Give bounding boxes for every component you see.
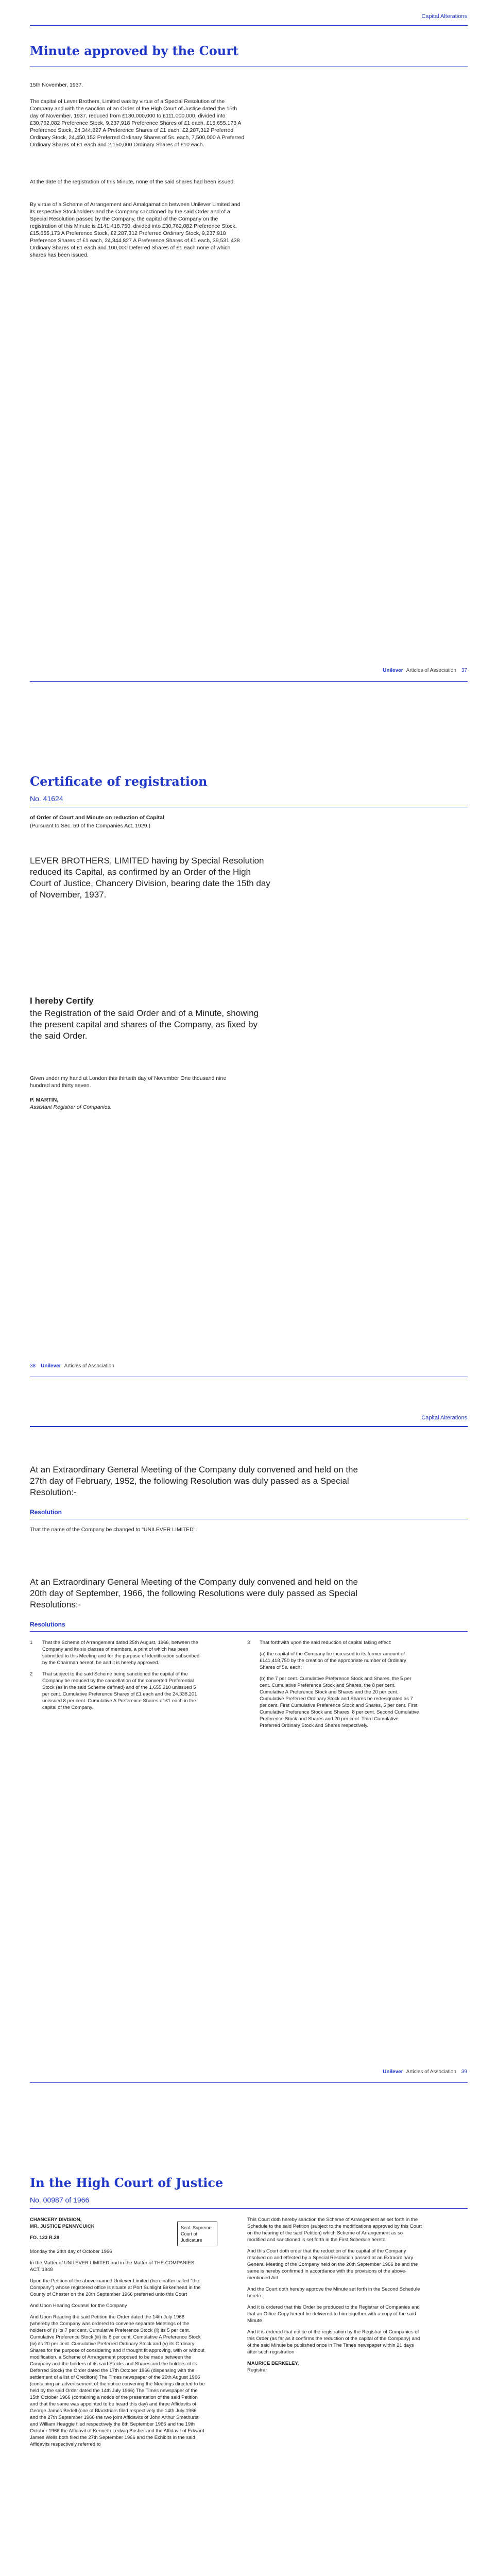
- signer-name: P. MARTIN,: [30, 1097, 59, 1103]
- top-rule: [30, 1426, 468, 1427]
- certificate-pursuant: (Pursuant to Sec. 59 of the Companies Act, 1929.): [30, 823, 151, 829]
- footer-brand: Unilever: [41, 1363, 61, 1369]
- item-text: (b) the 7 per cent. Cumulative Preference Stock and Shares, the 5 per cent. Cumulative Preference Stock and Shares, the 8 per cent. Cumulative A Preference Stock and Shares and the 20 per cent. Cumulative Preferred Ordinary Stock and Shares be redesignated as 7 per cent. First Cumulative Preference Stock and Shares, 5 per cent. First Cumulative Preference Stock and Shares, 8 per cent. Second Cumulative Preference Stock and Shares and 20 per cent. Third Cumulative Preferred Ordinary Stock and Shares respectively.: [260, 1676, 419, 1728]
- order-approve: And the Court doth hereby approve the Minute set forth in the Second Schedule hereto: [247, 2286, 420, 2299]
- item-number: 1: [30, 1640, 33, 1646]
- footer: [383, 2069, 467, 2075]
- signer-title: Assistant Registrar of Companies.: [30, 1104, 112, 1110]
- certify-heading: I hereby Certify: [30, 996, 94, 1006]
- certificate-lead-1: LEVER BROTHERS, LIMITED having by Special Resolution reduced its Capital, as confirmed by an Order of the High Court of Justice, Chancery Division, bearing date the 15th day of November, 1937.: [30, 856, 270, 900]
- resolutions-heading: Resolutions: [30, 1621, 65, 1628]
- page-title: Certificate of registration: [30, 774, 208, 789]
- judge: MR. JUSTICE PENNYCUICK: [30, 2224, 95, 2229]
- item-text: That forthwith upon the said reduction of capital taking effect:: [260, 1640, 391, 1646]
- section-label: Capital Alterations: [421, 13, 467, 20]
- footer: [383, 668, 467, 673]
- footer-text: Articles of Association: [406, 668, 456, 673]
- resolution-subitem: [247, 1675, 422, 1729]
- resolution-subitem: [247, 1651, 422, 1671]
- order-date: Monday the 24th day of October 1966: [30, 2249, 112, 2255]
- minute-date: 15th November, 1937.: [30, 82, 83, 88]
- order-reading: And Upon Reading the said Petition the Order dated the 14th July 1966 (whereby the Company was ordered to convene separate Meetings of the holders of (i) its 7 per cent. Cumulative Preference Stock (ii) its 5 per cent. Cumulative Preference Stock (iii) its 8 per cent. Cumulative A Preference Stock (iv) its 20 per cent. Cumulative Preferred Ordinary Stock and (v) its Ordinary Shares for the purpose of considering and if thought fit approving, with or without modification, a Scheme of Arrangement proposed to be made between the Company and the holders of its said Stocks and Shares and the holders of its Deferred Stock) the Order dated the 17th October 1966 (dispensing with the settlement of a list of Creditors) The Times newspaper of the 26th August 1966 (containing an advertisement of the notice convening the Meetings directed to be held by the said Order dated the 14th July 1966) The Times newspaper of the 15th October 1966 (containing a notice of the presentation of the said Petition and that the same was appointed to be heard this day) and three Affidavits of George James Bedell (one of Blackfriars filed respectively the 14th July 1966 and the 27th September 1966 the two joint Affidavits of John Arthur Smethurst and William Heaggie filed respectively the 8th September 1966 and the 19th October 1966 the Affidavit of Kenneth Ledwig Bosher and the Affidavit of Edward James Wells both filed the 27th September 1966 and the Exhibits in the said Affidavits respectively referred to: [30, 2314, 205, 2447]
- order-matter: In the Matter of UNILEVER LIMITED and in the Matter of THE COMPANIES ACT, 1948: [30, 2260, 195, 2273]
- egm-1952-lead: At an Extraordinary General Meeting of the Company duly convened and held on the 27th day of February, 1952, the following Resolution was duly passed as a Special Resolution:-: [30, 1465, 358, 1497]
- resolutions-col-left: [30, 1639, 205, 1716]
- resolutions-col-right: [247, 1639, 422, 1734]
- footer-brand: Unilever: [383, 668, 403, 673]
- footer-text: Articles of Association: [406, 2069, 456, 2075]
- order-hearing: And Upon Hearing Counsel for the Company: [30, 2303, 127, 2309]
- page-37: [0, 0, 497, 701]
- minute-para-2: At the date of the registration of this Minute, none of the said shares had been issued.: [30, 179, 235, 185]
- footer-rule: [30, 2082, 468, 2083]
- page-number: 39: [461, 2069, 467, 2075]
- egm-1966-lead: At an Extraordinary General Meeting of the Company duly convened and held on the 20th day of September, 1966, the following Resolutions were duly passed as Special Resolutions:-: [30, 1577, 358, 1609]
- given-under-hand: Given under my hand at London this thirtieth day of November One thousand nine hundred and thirty seven.: [30, 1075, 227, 1089]
- order-number: No. 00987 of 1966: [30, 2196, 90, 2204]
- footer-rule: [30, 681, 468, 682]
- footer-text: Articles of Association: [64, 1363, 114, 1369]
- division: CHANCERY DIVISION,: [30, 2217, 82, 2223]
- item-text: That the Scheme of Arrangement dated 25th August, 1966, between the Company and its six classes of members, a print of which has been submitted to this Meeting and for the purpose of identification subscribed by the Chairman hereof, be and it is hereby approved.: [42, 1640, 200, 1666]
- fo-reference: FO. 123 R.28: [30, 2235, 60, 2241]
- order-publish: And it is ordered that notice of the registration by the Registrar of Companies of this Order (as far as it confirms the reduction of the capital of the Company) and of the said Minute be published once in The Times newspaper within 21 days after such registration: [247, 2329, 420, 2355]
- order-confirm: And this Court doth order that the reduction of the capital of the Company resolved on and effected by a Special Resolution passed at an Extraordinary General Meeting of the Company held on the 20th September 1966 be and the same is hereby confirmed in accordance with the provisions of the above-mentioned Act: [247, 2248, 418, 2281]
- item-text: (a) the capital of the Company be increased to its former amount of £141,418,750 by the creation of the appropriate number of Ordinary Shares of 5s. each;: [260, 1651, 406, 1670]
- section-label: Capital Alterations: [421, 1415, 467, 1421]
- minute-para-1: The capital of Lever Brothers, Limited was by virtue of a Special Resolution of the Company and with the sanction of an Order of the High Court of Justice dated the 15th day of November, 1937, reduced from £130,000,000 to £111,000,000, divided into £30,762,082 Preference Stock, 9,237,918 Preference Shares of £1 each, £15,655,173 A Preference Stock, 24,344,827 A Preference Shares of £1 each, £2,287,312 Preferred Ordinary Stock, 24,450,152 Preferred Ordinary Shares of 5s. each, 7,500,000 A Preferred Ordinary Shares of £1 each and 2,150,000 Ordinary Shares of £10 each.: [30, 98, 245, 148]
- registrar-title: Registrar: [247, 2367, 267, 2373]
- page-number: 38: [30, 1363, 36, 1369]
- footer: [30, 1363, 114, 1369]
- page-title: Minute approved by the Court: [30, 43, 238, 58]
- resolutions-rule: [30, 1631, 468, 1632]
- page-40: [0, 2102, 497, 2576]
- certificate-lead-2: the Registration of the said Order and of a Minute, showing the present capital and shares of the Company, as fixed by the said Order.: [30, 1008, 259, 1041]
- item-text: That subject to the said Scheme being sanctioned the capital of the Company be reduced by the cancellation of the converted Preferential Stock (as in the said Scheme defined) and of the 1,655,210 unissued 5 per cent. Cumulative Preference Shares of £1 each and the 24,338,201 unissued 8 per cent. Cumulative A Preference Shares of £1 each in the capital of the Company.: [42, 1671, 197, 1710]
- page-39: [0, 1401, 497, 2102]
- order-col-left: [30, 2216, 205, 2452]
- page-38: [0, 701, 497, 1401]
- resolution-item: [30, 1639, 205, 1666]
- item-number: 2: [30, 1671, 33, 1677]
- court-seal-box: Seal: Supreme Court of Judicature: [177, 2222, 217, 2246]
- resolution-text: That the name of the Company be changed to "UNILEVER LIMITED".: [30, 1527, 197, 1533]
- order-col-right: [247, 2216, 422, 2378]
- page-title: In the High Court of Justice: [30, 2175, 224, 2190]
- resolution-item: [30, 1671, 205, 1711]
- title-rule: [30, 2208, 468, 2209]
- footer-brand: Unilever: [383, 2069, 403, 2075]
- order-sanction: This Court doth hereby sanction the Scheme of Arrangement as set forth in the Schedule to the said Petition (subject to the modifications approved by this Court on the hearing of the said Petition) which Scheme of Arrangement as so modified and sanctioned is set forth in the First Schedule hereto: [247, 2217, 422, 2243]
- certificate-number: No. 41624: [30, 794, 63, 803]
- resolution-heading: Resolution: [30, 1509, 62, 1516]
- item-number: 3: [247, 1640, 250, 1646]
- registrar-name: MAURICE BERKELEY,: [247, 2361, 299, 2366]
- certificate-subtitle: of Order of Court and Minute on reduction of Capital: [30, 815, 164, 821]
- top-rule: [30, 25, 468, 26]
- order-petition: Upon the Petition of the above-named Unilever Limited (hereinafter called "the Company") whose registered office is situate at Port Sunlight Birkenhead in the County of Chester on the 20th September 1966 preferred unto this Court: [30, 2278, 201, 2297]
- page-number: 37: [461, 668, 467, 673]
- resolution-item: [247, 1639, 422, 1646]
- minute-para-3: By virtue of a Scheme of Arrangement and Amalgamation between Unilever Limited and its respective Stockholders and the Company sanctioned by the said Order and of a Special Resolution passed by the Company, the capital of the Company on the registration of this Minute is £141,418,750, divided into £30,762,082 Preference Stock, £15,655,173 A Preference Stock, £2,287,312 Preferred Ordinary Stock, 9,237,918 Preference Shares of £1 each, 24,344,827 A Preference Shares of £1 each, 39,531,438 Ordinary Shares of £1 each and 100,000 Deferred Shares of £1 each none of which shares has been issued.: [30, 201, 241, 258]
- order-produce: And it is ordered that this Order be produced to the Registrar of Companies and that an Office Copy hereof be delivered to him together with a copy of the said Minute: [247, 2304, 420, 2324]
